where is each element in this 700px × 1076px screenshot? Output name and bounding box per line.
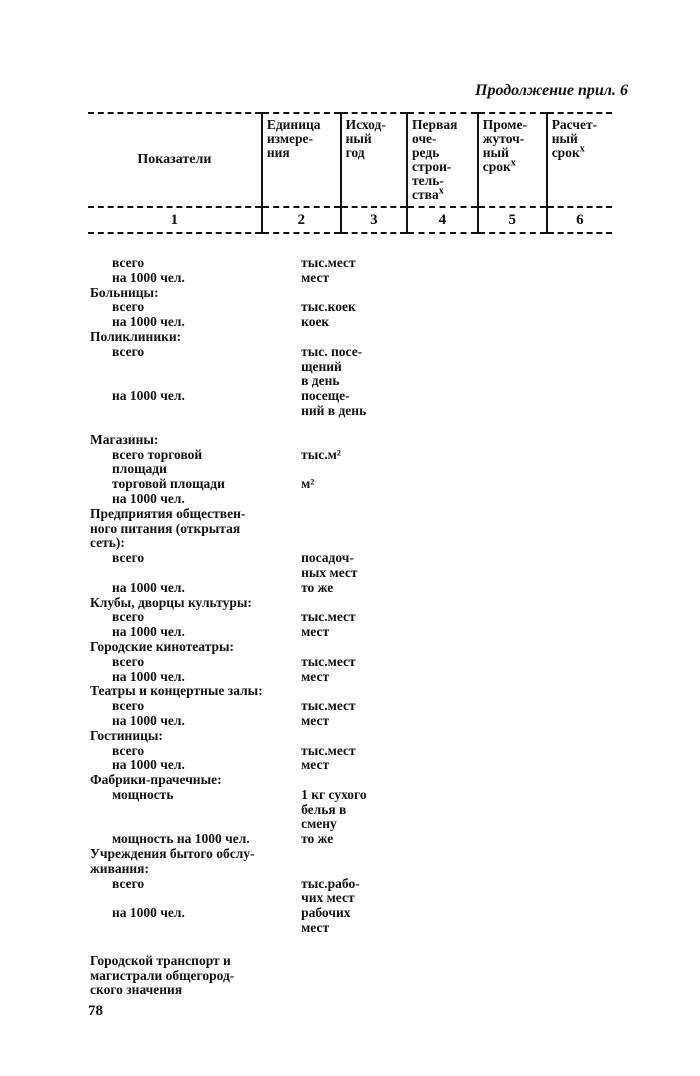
header-line: редь xyxy=(412,145,440,160)
table-row xyxy=(90,360,410,375)
row-unit xyxy=(301,596,410,611)
row-unit: тыс.м² xyxy=(301,446,341,462)
row-sublabel: всего xyxy=(112,299,145,315)
row-sublabel: всего xyxy=(112,609,145,625)
row-unit: ний в день xyxy=(301,402,367,418)
table-row xyxy=(90,581,410,596)
header-line: тель- xyxy=(412,173,444,188)
header-line: срок$^х$ xyxy=(551,143,585,160)
row-sublabel xyxy=(90,566,301,581)
row-sublabel xyxy=(90,921,301,936)
table-row xyxy=(90,670,410,685)
row-sublabel: на 1000 чел. xyxy=(112,757,185,773)
row-sublabel xyxy=(90,891,301,906)
table-row xyxy=(90,300,410,315)
table-row xyxy=(90,345,410,360)
table-row xyxy=(90,271,410,286)
row-sublabel: площади xyxy=(112,461,167,477)
column-number-5: 5 xyxy=(478,207,547,233)
row-category: живания: xyxy=(90,860,149,876)
column-number-6: 6 xyxy=(547,207,612,233)
header-line: ный xyxy=(551,131,578,146)
row-category: Фабрики-прачечные: xyxy=(90,772,222,788)
table-row xyxy=(90,832,410,847)
row-unit xyxy=(301,507,410,522)
row-unit: тыс.мест xyxy=(301,255,356,270)
column-number-3: 3 xyxy=(341,207,407,233)
row-unit xyxy=(301,847,410,862)
header-unit xyxy=(262,113,341,207)
table-row xyxy=(90,536,410,551)
column-number-2: 2 xyxy=(262,207,341,233)
table-row xyxy=(90,286,410,301)
continuation-note: Продолжение прил. 6 xyxy=(475,82,628,99)
row-unit xyxy=(301,862,410,877)
row-unit: тыс.мест xyxy=(301,609,356,625)
row-sublabel xyxy=(90,360,301,375)
header-line: измере- xyxy=(266,131,314,146)
row-category: Больницы: xyxy=(90,284,159,300)
row-sublabel: всего торговой xyxy=(112,446,203,462)
header-indicator: Показатели xyxy=(88,113,262,207)
table-row xyxy=(90,433,410,448)
row-sublabel: всего xyxy=(112,255,145,270)
row-unit: тыс.коек xyxy=(301,299,356,315)
row-sublabel: всего xyxy=(112,875,145,891)
row-unit: рабочих xyxy=(301,905,351,921)
row-sublabel xyxy=(90,803,301,818)
row-unit: тыс.мест xyxy=(301,698,356,714)
row-sublabel: всего xyxy=(112,550,145,566)
table-row xyxy=(90,507,410,522)
row-unit: тыс.мест xyxy=(301,653,356,669)
row-unit: щений xyxy=(301,358,342,374)
row-sublabel: на 1000 чел. xyxy=(112,269,185,285)
row-unit: чих мест xyxy=(301,890,355,906)
row-unit: то же xyxy=(301,579,334,595)
table-row xyxy=(90,699,410,714)
row-unit xyxy=(301,684,410,699)
header-line: оче- xyxy=(412,131,437,146)
row-unit: в день xyxy=(301,373,340,389)
table-row xyxy=(90,522,410,537)
table-row xyxy=(90,462,410,477)
table-row xyxy=(90,551,410,566)
column-number-4: 4 xyxy=(407,207,478,233)
row-sublabel: на 1000 чел. xyxy=(112,314,185,330)
row-unit: коек xyxy=(301,314,330,330)
table-row xyxy=(90,596,410,611)
header-line: Проме- xyxy=(482,117,527,132)
table-row xyxy=(90,817,410,832)
header-line: жуточ- xyxy=(482,131,525,146)
header-line: строи- xyxy=(412,159,452,174)
header-line: ный xyxy=(482,145,509,160)
row-unit: тыс.рабо- xyxy=(301,875,360,891)
row-sublabel: всего xyxy=(112,742,145,758)
header-line: Исход- xyxy=(345,117,386,132)
row-sublabel: на 1000 чел. xyxy=(112,668,185,684)
table-row xyxy=(90,729,410,744)
row-category: Поликлиники: xyxy=(90,328,182,344)
row-unit: 1 кг сухого xyxy=(301,786,367,802)
footnote-mark: х xyxy=(510,157,516,169)
row-unit: смену xyxy=(301,816,337,832)
row-sublabel: на 1000 чел. xyxy=(112,388,185,404)
table-row xyxy=(90,625,410,640)
table-row xyxy=(90,256,410,271)
table-row xyxy=(90,921,410,936)
row-sublabel: всего xyxy=(112,343,145,359)
row-gap xyxy=(90,419,410,433)
row-category: Предприятия обществен- xyxy=(90,505,246,521)
row-category: Учреждения бытого обслу- xyxy=(90,846,255,862)
row-sublabel: мощность на 1000 чел. xyxy=(112,831,250,847)
header-estimated xyxy=(547,113,612,207)
row-unit xyxy=(301,286,410,301)
table-header xyxy=(88,112,612,234)
table-row xyxy=(90,803,410,818)
table-row xyxy=(90,374,410,389)
row-category: сеть): xyxy=(90,535,125,551)
row-unit: тыс.мест xyxy=(301,742,356,758)
row-unit xyxy=(301,640,410,655)
row-sublabel: всего xyxy=(112,653,145,669)
table-row xyxy=(90,906,410,921)
table-row xyxy=(90,744,410,759)
row-sublabel: на 1000 чел. xyxy=(112,490,185,506)
table-row xyxy=(90,758,410,773)
table-row xyxy=(90,330,410,345)
column-number-1: 1 xyxy=(88,207,262,233)
row-unit xyxy=(301,330,410,345)
header-line: год xyxy=(345,145,365,160)
footnote-mark: х xyxy=(438,185,444,197)
row-unit: мест xyxy=(301,712,330,728)
row-unit xyxy=(301,536,410,551)
row-unit: тыс. посе- xyxy=(301,343,363,359)
row-sublabel xyxy=(90,374,301,389)
page-number: 78 xyxy=(88,1003,103,1019)
table-row xyxy=(90,448,410,463)
row-category: Магазины: xyxy=(90,431,159,447)
table-row xyxy=(90,315,410,330)
row-unit xyxy=(301,462,410,477)
header-line: ния xyxy=(266,145,290,160)
table-row xyxy=(90,788,410,803)
section-title-transport xyxy=(90,954,410,998)
footnote-mark: х xyxy=(579,143,585,155)
table-row xyxy=(90,684,410,699)
table-body xyxy=(90,256,410,998)
table-row xyxy=(90,640,410,655)
table-row xyxy=(90,847,410,862)
row-sublabel xyxy=(90,817,301,832)
header-line: Первая xyxy=(412,117,458,132)
row-sublabel: всего xyxy=(112,698,145,714)
row-category: Городские кинотеатры: xyxy=(90,638,235,654)
row-unit xyxy=(301,773,410,788)
table-row xyxy=(90,891,410,906)
row-unit: мест xyxy=(301,668,330,684)
header-line: срок$^х$ xyxy=(482,157,516,174)
table-row xyxy=(90,477,410,492)
header-baseline-year xyxy=(341,113,407,207)
row-sublabel: на 1000 чел. xyxy=(112,712,185,728)
row-sublabel: на 1000 чел. xyxy=(112,579,185,595)
header-intermediate xyxy=(478,113,547,207)
row-unit: мест xyxy=(301,624,330,640)
table-row xyxy=(90,492,410,507)
table-row xyxy=(90,566,410,581)
header-first-stage xyxy=(407,113,478,207)
row-unit xyxy=(301,492,410,507)
row-unit: мест xyxy=(301,920,330,936)
row-unit: то же xyxy=(301,831,334,847)
row-unit: посадоч- xyxy=(301,550,354,566)
section-title-line: ского значения xyxy=(90,982,183,998)
section-title-line: Городской транспорт и xyxy=(90,952,231,968)
row-unit xyxy=(301,729,410,744)
row-category: Клубы, дворцы культуры: xyxy=(90,594,252,610)
row-unit xyxy=(301,433,410,448)
row-unit: ных мест xyxy=(301,564,358,580)
row-sublabel: торговой площади xyxy=(112,476,225,492)
table-row xyxy=(90,389,410,404)
row-unit: мест xyxy=(301,269,330,285)
table-row xyxy=(90,655,410,670)
row-unit: м² xyxy=(301,476,315,492)
row-sublabel: мощность xyxy=(112,786,174,802)
row-unit xyxy=(301,522,410,537)
row-unit: белья в xyxy=(301,801,347,817)
header-line: ный xyxy=(345,131,372,146)
row-sublabel xyxy=(90,404,301,419)
header-line: ства$^х$ xyxy=(412,185,444,202)
row-category: ного питания (открытая xyxy=(90,520,241,536)
row-sublabel: на 1000 чел. xyxy=(112,624,185,640)
row-unit: посеще- xyxy=(301,388,350,404)
section-title-line: магистрали общегород- xyxy=(90,967,235,983)
header-line: Единица xyxy=(266,117,321,132)
table-row xyxy=(90,404,410,419)
table-row xyxy=(90,773,410,788)
row-category: Гостиницы: xyxy=(90,727,163,743)
header-line: Расчет- xyxy=(551,117,598,132)
table-row xyxy=(90,714,410,729)
table-row xyxy=(90,610,410,625)
row-category: Театры и концертные залы: xyxy=(90,683,263,699)
row-unit: мест xyxy=(301,757,330,773)
table-row xyxy=(90,877,410,892)
row-sublabel: на 1000 чел. xyxy=(112,905,185,921)
table-row xyxy=(90,862,410,877)
